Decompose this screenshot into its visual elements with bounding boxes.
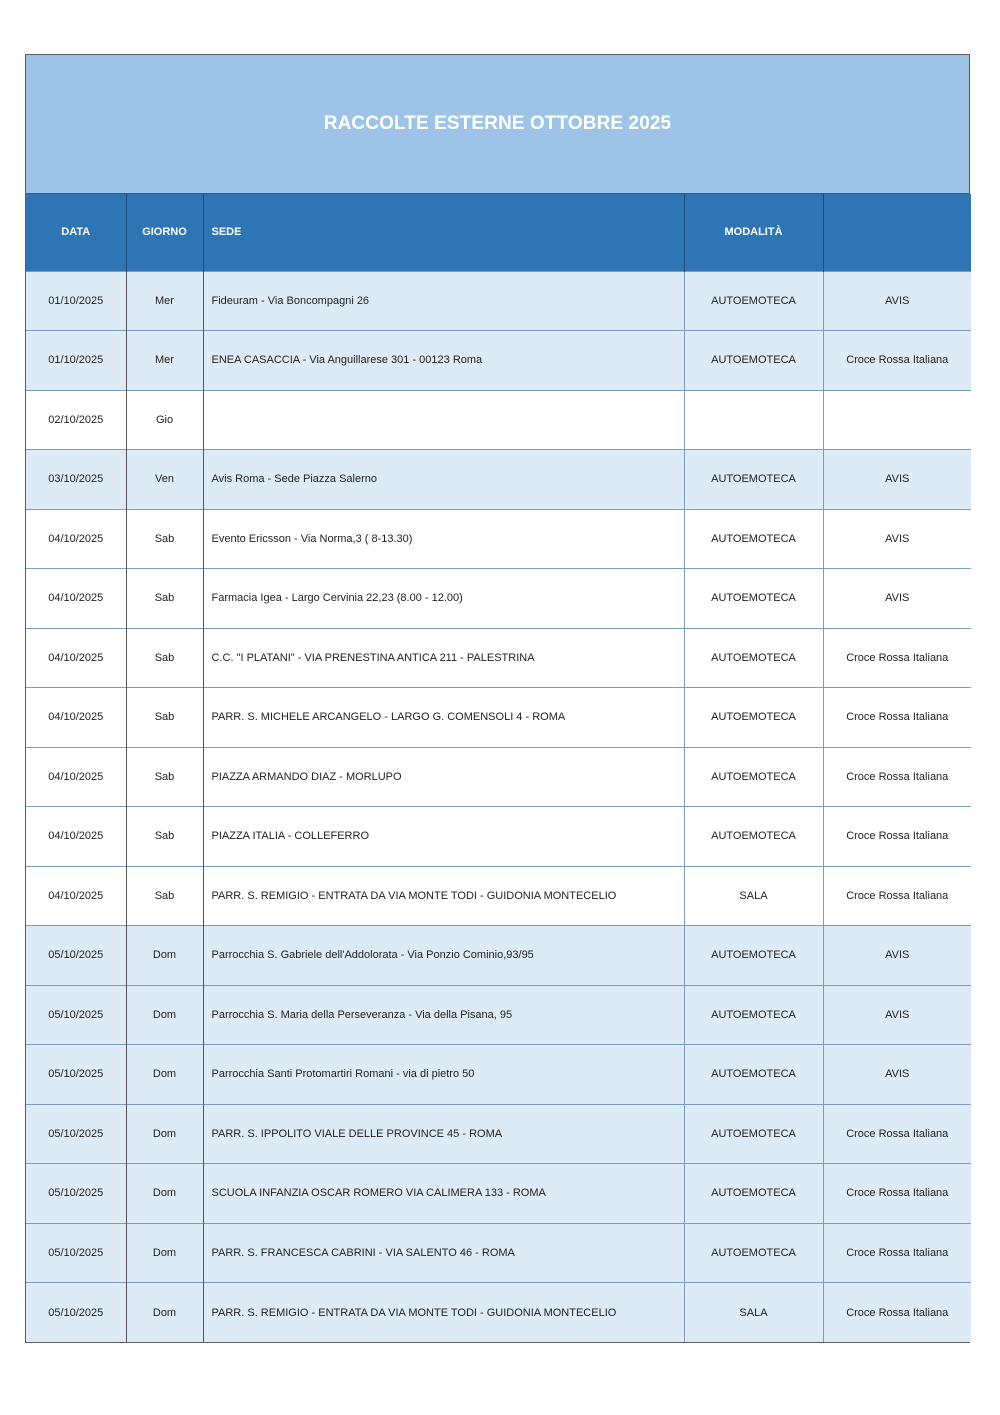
title-band: [26, 55, 969, 194]
cell-data: 04/10/2025: [26, 866, 126, 926]
cell-data: 04/10/2025: [26, 807, 126, 867]
cell-modalita: AUTOEMOTECA: [684, 1164, 823, 1224]
cell-modalita: AUTOEMOTECA: [684, 271, 823, 331]
cell-data: 05/10/2025: [26, 1164, 126, 1224]
cell-ente: [823, 390, 971, 450]
cell-sede: Evento Ericsson - Via Norma,3 ( 8-13.30): [203, 509, 684, 569]
table-row: [26, 985, 971, 1045]
cell-sede: Parrocchia Santi Protomartiri Romani - via di pietro 50: [203, 1045, 684, 1105]
cell-giorno: Dom: [126, 985, 203, 1045]
cell-giorno: Sab: [126, 569, 203, 629]
cell-modalita: AUTOEMOTECA: [684, 1104, 823, 1164]
table-row: [26, 688, 971, 748]
table-row: [26, 866, 971, 926]
cell-modalita: AUTOEMOTECA: [684, 1223, 823, 1283]
table-row: [26, 1164, 971, 1224]
cell-modalita: AUTOEMOTECA: [684, 926, 823, 986]
cell-giorno: Sab: [126, 747, 203, 807]
cell-sede: Parrocchia S. Maria della Perseveranza - Via della Pisana, 95: [203, 985, 684, 1045]
cell-ente: Croce Rossa Italiana: [823, 688, 971, 748]
header-modalita: MODALITÀ: [684, 194, 823, 271]
cell-sede: PARR. S. IPPOLITO VIALE DELLE PROVINCE 45 - ROMA: [203, 1104, 684, 1164]
table-row: [26, 1283, 971, 1343]
cell-data: 05/10/2025: [26, 1104, 126, 1164]
cell-sede: Avis Roma - Sede Piazza Salerno: [203, 450, 684, 510]
table-row: [26, 450, 971, 510]
cell-giorno: Sab: [126, 866, 203, 926]
cell-modalita: SALA: [684, 866, 823, 926]
cell-giorno: Dom: [126, 1104, 203, 1164]
header-giorno: GIORNO: [126, 194, 203, 271]
cell-data: 04/10/2025: [26, 747, 126, 807]
cell-sede: PIAZZA ARMANDO DIAZ - MORLUPO: [203, 747, 684, 807]
cell-data: 03/10/2025: [26, 450, 126, 510]
cell-data: 05/10/2025: [26, 985, 126, 1045]
cell-sede: PIAZZA ITALIA - COLLEFERRO: [203, 807, 684, 867]
table-row: [26, 1223, 971, 1283]
cell-data: 04/10/2025: [26, 569, 126, 629]
table-row: [26, 390, 971, 450]
header-row: [26, 194, 971, 271]
cell-giorno: Sab: [126, 509, 203, 569]
cell-sede: PARR. S. FRANCESCA CABRINI - VIA SALENTO 46 - ROMA: [203, 1223, 684, 1283]
cell-sede: ENEA CASACCIA - Via Anguillarese 301 - 00123 Roma: [203, 331, 684, 391]
cell-giorno: Sab: [126, 628, 203, 688]
cell-modalita: AUTOEMOTECA: [684, 747, 823, 807]
table-row: [26, 747, 971, 807]
table-row: [26, 271, 971, 331]
cell-giorno: Dom: [126, 1283, 203, 1343]
cell-sede: C.C. "I PLATANI" - VIA PRENESTINA ANTICA 211 - PALESTRINA: [203, 628, 684, 688]
cell-modalita: SALA: [684, 1283, 823, 1343]
cell-modalita: AUTOEMOTECA: [684, 628, 823, 688]
cell-giorno: Dom: [126, 1045, 203, 1105]
cell-ente: Croce Rossa Italiana: [823, 331, 971, 391]
cell-ente: Croce Rossa Italiana: [823, 866, 971, 926]
cell-ente: Croce Rossa Italiana: [823, 807, 971, 867]
cell-sede: Farmacia Igea - Largo Cervinia 22,23 (8.00 - 12.00): [203, 569, 684, 629]
cell-data: 02/10/2025: [26, 390, 126, 450]
cell-giorno: Dom: [126, 926, 203, 986]
table-body: [26, 271, 971, 1342]
cell-modalita: AUTOEMOTECA: [684, 807, 823, 867]
cell-ente: AVIS: [823, 450, 971, 510]
cell-giorno: Mer: [126, 331, 203, 391]
table-row: [26, 1045, 971, 1105]
cell-modalita: AUTOEMOTECA: [684, 450, 823, 510]
cell-modalita: AUTOEMOTECA: [684, 331, 823, 391]
cell-giorno: Ven: [126, 450, 203, 510]
table-row: [26, 807, 971, 867]
cell-ente: AVIS: [823, 1045, 971, 1105]
cell-data: 01/10/2025: [26, 271, 126, 331]
cell-data: 04/10/2025: [26, 688, 126, 748]
header-ente: [823, 194, 971, 271]
table-row: [26, 1104, 971, 1164]
cell-giorno: Mer: [126, 271, 203, 331]
cell-data: 04/10/2025: [26, 628, 126, 688]
cell-sede: [203, 390, 684, 450]
schedule-table: [26, 194, 971, 1342]
header-data: DATA: [26, 194, 126, 271]
table-row: [26, 331, 971, 391]
cell-ente: Croce Rossa Italiana: [823, 747, 971, 807]
table-row: [26, 926, 971, 986]
cell-giorno: Dom: [126, 1223, 203, 1283]
cell-ente: AVIS: [823, 569, 971, 629]
cell-data: 05/10/2025: [26, 1045, 126, 1105]
cell-sede: SCUOLA INFANZIA OSCAR ROMERO VIA CALIMERA 133 - ROMA: [203, 1164, 684, 1224]
cell-giorno: Sab: [126, 807, 203, 867]
cell-data: 05/10/2025: [26, 1283, 126, 1343]
cell-modalita: AUTOEMOTECA: [684, 1045, 823, 1105]
cell-modalita: AUTOEMOTECA: [684, 509, 823, 569]
cell-giorno: Gio: [126, 390, 203, 450]
table-row: [26, 509, 971, 569]
cell-giorno: Dom: [126, 1164, 203, 1224]
cell-ente: AVIS: [823, 509, 971, 569]
cell-sede: Parrocchia S. Gabriele dell'Addolorata - Via Ponzio Cominio,93/95: [203, 926, 684, 986]
cell-ente: Croce Rossa Italiana: [823, 1164, 971, 1224]
cell-sede: PARR. S. REMIGIO - ENTRATA DA VIA MONTE TODI - GUIDONIA MONTECELIO: [203, 866, 684, 926]
cell-ente: AVIS: [823, 926, 971, 986]
cell-data: 05/10/2025: [26, 1223, 126, 1283]
cell-modalita: AUTOEMOTECA: [684, 985, 823, 1045]
cell-modalita: AUTOEMOTECA: [684, 569, 823, 629]
table-row: [26, 569, 971, 629]
cell-ente: AVIS: [823, 985, 971, 1045]
table-header: [26, 194, 971, 271]
page-title: RACCOLTE ESTERNE OTTOBRE 2025: [323, 113, 672, 134]
cell-ente: AVIS: [823, 271, 971, 331]
cell-sede: PARR. S. REMIGIO - ENTRATA DA VIA MONTE TODI - GUIDONIA MONTECELIO: [203, 1283, 684, 1343]
cell-ente: Croce Rossa Italiana: [823, 1104, 971, 1164]
cell-giorno: Sab: [126, 688, 203, 748]
cell-sede: Fideuram - Via Boncompagni 26: [203, 271, 684, 331]
cell-data: 04/10/2025: [26, 509, 126, 569]
cell-data: 01/10/2025: [26, 331, 126, 391]
cell-sede: PARR. S. MICHELE ARCANGELO - LARGO G. COMENSOLI 4 - ROMA: [203, 688, 684, 748]
table-row: [26, 628, 971, 688]
cell-ente: Croce Rossa Italiana: [823, 1223, 971, 1283]
cell-ente: Croce Rossa Italiana: [823, 628, 971, 688]
cell-modalita: AUTOEMOTECA: [684, 688, 823, 748]
cell-modalita: [684, 390, 823, 450]
cell-ente: Croce Rossa Italiana: [823, 1283, 971, 1343]
schedule-sheet: [25, 54, 970, 1343]
header-sede: SEDE: [203, 194, 684, 271]
cell-data: 05/10/2025: [26, 926, 126, 986]
